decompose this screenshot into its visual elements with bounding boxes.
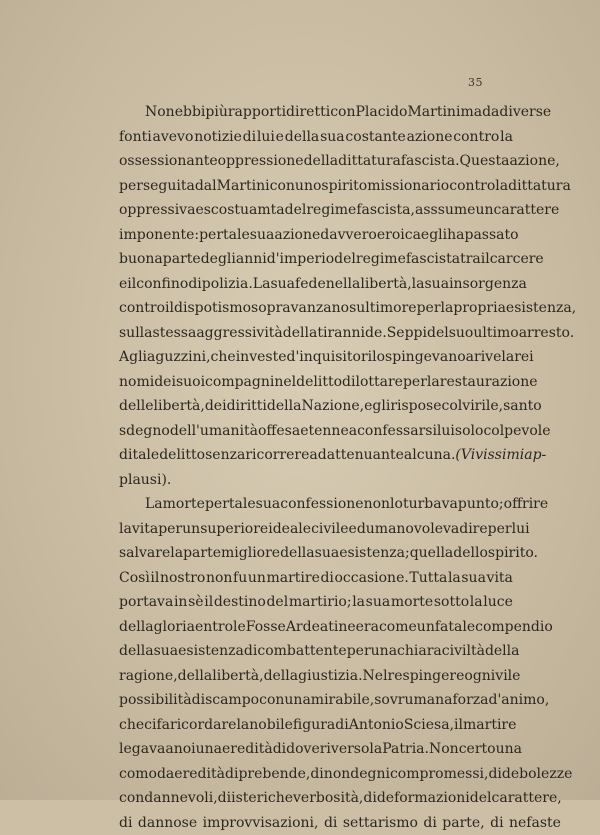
- text-line: ossessionante oppressione della dittatura fascista. Questa azione,: [119, 149, 513, 174]
- page-number: 35: [468, 76, 483, 89]
- text-line: imponente: per tale sua azione davvero eroica egli ha passato: [119, 223, 513, 248]
- text-line: Così il nostro non fu un martire di occasione. Tutta la sua vita: [119, 566, 513, 591]
- text-line: delle libertà, dei diritti della Nazione, egli rispose col virile, santo: [119, 394, 513, 419]
- text-line: di dannose improvvisazioni, di settarismo di parte, di nefaste: [119, 811, 513, 835]
- text-line: Non ebbi più rapporti diretti con Placido Martini ma da diverse: [119, 100, 513, 125]
- text-line: Agli aguzzini, che in veste d'inquisitori lo spingevano a rivelare i: [119, 345, 513, 370]
- text-line: contro il dispotismo sopravanzano sul timore per la propria esistenza,: [119, 296, 513, 321]
- text-line: sulla stessa aggressività della tirannide. Seppi del suo ultimo arresto.: [119, 321, 513, 346]
- text-line: nomi dei suoi compagni nel delitto di lottare per la restaurazione: [119, 370, 513, 395]
- text-line: che ci fa ricordare la nobile figura di Antonio Sciesa, il martire: [119, 713, 513, 738]
- text-line: salvare la parte migliore della sua esistenza; quella dello spirito.: [119, 541, 513, 566]
- text-line: fonti avevo notizie di lui e della sua costante azione contro la: [119, 125, 513, 150]
- text-line: della gloria entro le Fosse Ardeatine era come un fatale compendio: [119, 615, 513, 640]
- text-line: e il confino di polizia. La sua fede nella libertà, la sua insorgenza: [119, 272, 513, 297]
- text-line: condannevoli, di isteriche verbosità, di deformazioni del carattere,: [119, 786, 513, 811]
- text-line: sdegno dell'umanità offesa e tenne a confessarsi lui solo colpevole: [119, 419, 513, 444]
- text-line: ragione, della libertà, della giustizia. Nel respingere ogni vile: [119, 664, 513, 689]
- text-line: comoda eredità di prebende, di non degni compromessi, di debolezze: [119, 762, 513, 787]
- text-line: della sua esistenza di combattente per una chiara civiltà della: [119, 639, 513, 664]
- text-line: La morte per tale sua confessione non lo turbava punto; offrire: [119, 492, 513, 517]
- text-line: possibilità di scampo con una mirabile, sovrumana forza d'animo,: [119, 688, 513, 713]
- text-line: plausi).: [119, 468, 513, 493]
- body-text: [119, 100, 513, 835]
- text-line: legava a noi una eredità di doveri verso la Patria. Non certo una: [119, 737, 513, 762]
- text-line: oppressiva e scostuamta del regime fascista, asssume un carattere: [119, 198, 513, 223]
- text-line: portava in sè il destino del martirio; la sua morte sotto la luce: [119, 590, 513, 615]
- text-line: buona parte degli anni d'imperio del regime fascista tra il carcere: [119, 247, 513, 272]
- text-line: perseguita dal Martini con uno spirito missionario contro la dittatura: [119, 174, 513, 199]
- text-line: di tale delitto senza ricorrere ad attenuante alcuna. (Vivissimi ap-: [119, 443, 513, 468]
- text-line: la vita per un superiore ideale civile ed umano voleva dire per lui: [119, 517, 513, 542]
